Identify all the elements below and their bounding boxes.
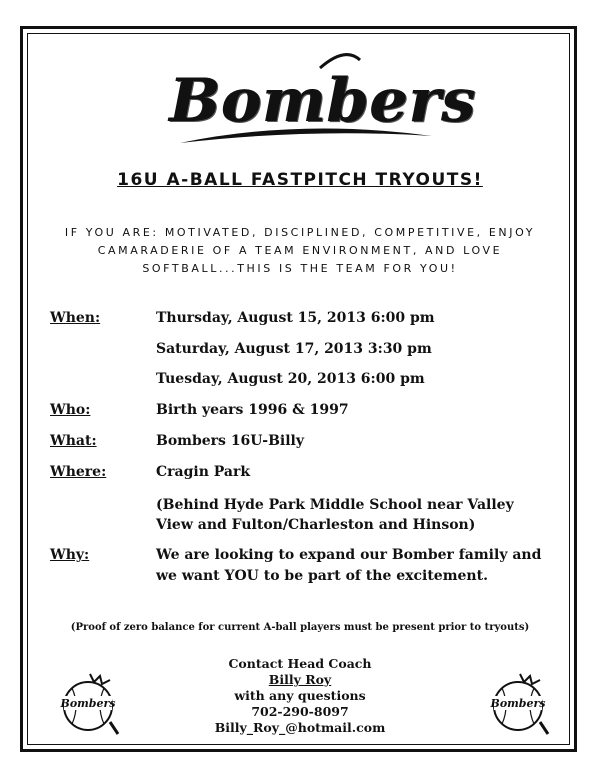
- headline: 16U A-BALL FASTPITCH TRYOUTS!: [117, 170, 483, 190]
- when-date-3: Tuesday, August 20, 2013 6:00 pm: [156, 371, 425, 387]
- contact-block: [150, 656, 450, 736]
- when-label: When:: [50, 310, 101, 326]
- intro-text: [40, 224, 560, 278]
- coach-name: Billy Roy: [268, 672, 332, 687]
- softball-icon: [490, 672, 550, 736]
- why-line-2: we want YOU to be part of the excitement.: [156, 568, 488, 584]
- contact-email[interactable]: Billy_Roy_@hotmail.com: [214, 720, 386, 735]
- contact-phone: 702-290-8097: [251, 704, 349, 719]
- intro-line-1: IF YOU ARE: MOTIVATED, DISCIPLINED, COMPETITIVE, ENJOY: [64, 226, 536, 239]
- softball-badge-right: [490, 672, 550, 736]
- contact-heading: Contact Head Coach: [228, 656, 372, 671]
- where-detail-1: (Behind Hyde Park Middle School near Valley: [156, 497, 514, 513]
- softball-badge-left: [60, 672, 120, 736]
- badge-text-right: Bombers: [490, 697, 546, 710]
- logo-text: Bombers: [170, 66, 477, 136]
- who-value: Birth years 1996 & 1997: [156, 402, 349, 418]
- bombers-logo: [170, 48, 477, 158]
- contact-line: with any questions: [234, 688, 366, 703]
- softball-icon: [60, 672, 120, 736]
- where-value: Cragin Park: [156, 464, 251, 480]
- what-label: What:: [50, 433, 97, 449]
- when-date-1: Thursday, August 15, 2013 6:00 pm: [156, 310, 435, 326]
- where-detail-2: View and Fulton/Charleston and Hinson): [156, 517, 476, 533]
- intro-line-3: SOFTBALL...THIS IS THE TEAM FOR YOU!: [142, 262, 458, 275]
- what-value: Bombers 16U-Billy: [156, 433, 304, 449]
- why-label: Why:: [50, 547, 90, 563]
- why-line-1: We are looking to expand our Bomber family and: [156, 547, 542, 563]
- intro-line-2: CAMARADERIE OF A TEAM ENVIRONMENT, AND LOVE: [97, 244, 503, 257]
- when-date-2: Saturday, August 17, 2013 3:30 pm: [156, 341, 432, 357]
- badge-text-left: Bombers: [60, 697, 116, 710]
- who-label: Who:: [50, 402, 91, 418]
- where-label: Where:: [50, 464, 107, 480]
- balance-note: (Proof of zero balance for current A-ball players must be present prior to tryouts): [70, 622, 530, 633]
